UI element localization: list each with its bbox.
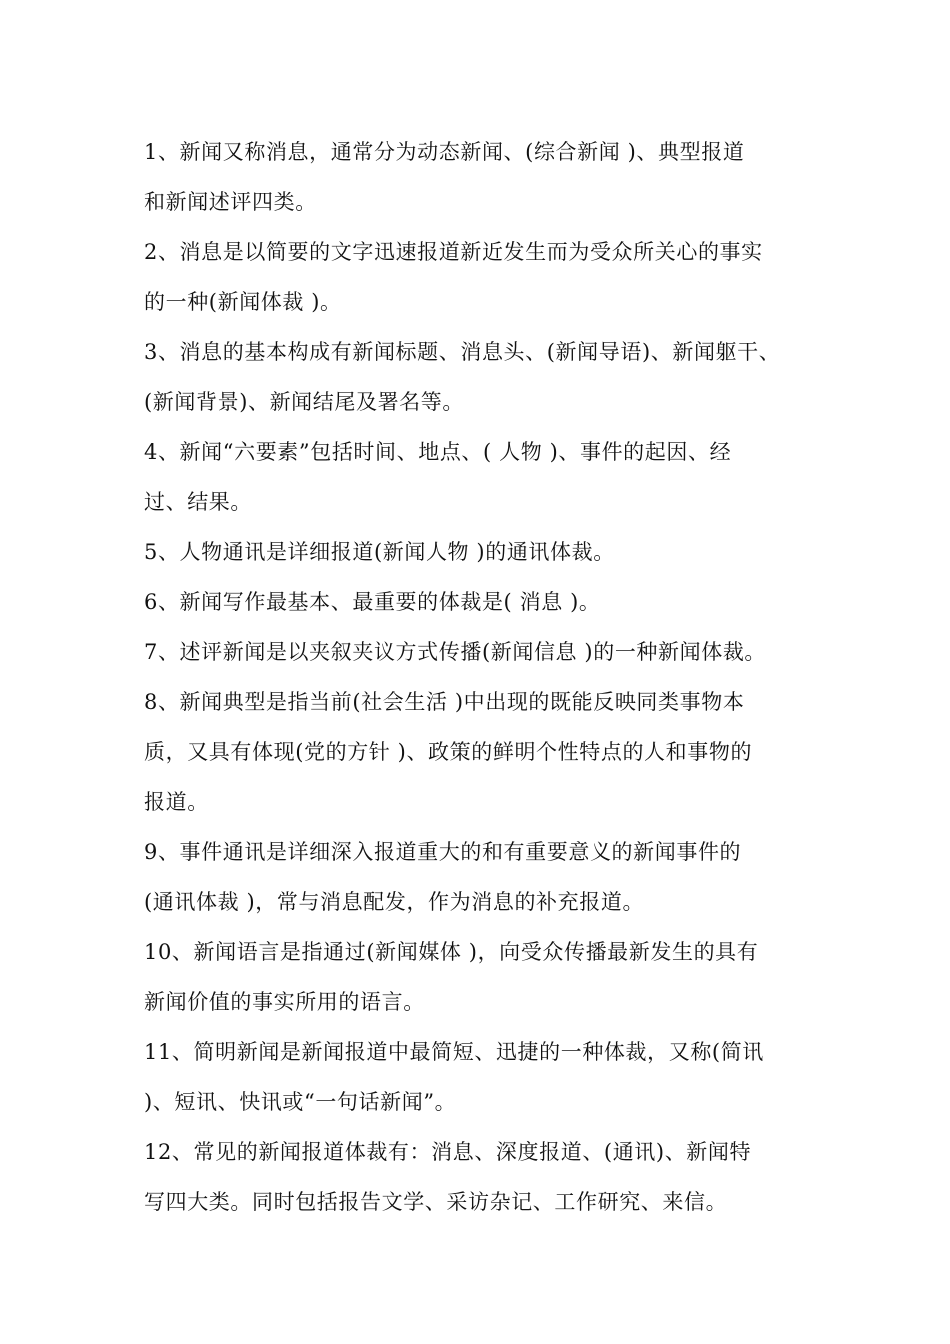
text-line: 写四大类。同时包括报告文学、采访杂记、工作研究、来信。 (144, 1190, 728, 1214)
text-line: 10、新闻语言是指通过(新闻媒体 )，向受众传播最新发生的具有 (144, 940, 759, 964)
text-line: 7、述评新闻是以夹叙夹议方式传播(新闻信息 )的一种新闻体裁。 (144, 640, 767, 664)
text-line: )、短讯、快讯或“一句话新闻”。 (144, 1090, 457, 1114)
list-item (144, 577, 840, 627)
text-line: 质，又具有体现(党的方针 )、政策的鲜明个性特点的人和事物的 (144, 740, 753, 764)
text-line: 9、事件通讯是详细深入报道重大的和有重要意义的新闻事件的 (144, 840, 742, 864)
text-line: (通讯体裁 )，常与消息配发，作为消息的补充报道。 (144, 890, 645, 914)
list-item (144, 1127, 840, 1227)
text-line: 1、新闻又称消息，通常分为动态新闻、(综合新闻 )、典型报道 (144, 140, 745, 164)
text-line: 4、新闻“六要素”包括时间、地点、( 人物 )、事件的起因、经 (144, 440, 732, 464)
text-line: 3、消息的基本构成有新闻标题、消息头、(新闻导语)、新闻躯干、 (144, 340, 781, 364)
list-item (144, 627, 840, 677)
text-line: 12、常见的新闻报道体裁有：消息、深度报道、(通讯)、新闻特 (144, 1140, 752, 1164)
text-line: 11、简明新闻是新闻报道中最简短、迅捷的一种体裁，又称(简讯 (144, 1040, 764, 1064)
list-item (144, 427, 840, 527)
text-line: 6、新闻写作最基本、最重要的体裁是( 消息 )。 (144, 590, 601, 614)
list-item (144, 127, 840, 227)
text-line: 5、人物通讯是详细报道(新闻人物 )的通讯体裁。 (144, 540, 615, 564)
list-item (144, 327, 840, 427)
text-line: 新闻价值的事实所用的语言。 (144, 990, 425, 1014)
text-line: 过、结果。 (144, 490, 252, 514)
list-item (144, 827, 840, 927)
list-item (144, 1027, 840, 1127)
list-item (144, 677, 840, 827)
text-line: 报道。 (144, 790, 209, 814)
list-item (144, 527, 840, 577)
text-line: (新闻背景)、新闻结尾及署名等。 (144, 390, 464, 414)
list-item (144, 927, 840, 1027)
text-line: 和新闻述评四类。 (144, 190, 317, 214)
list-item (144, 227, 840, 327)
text-line: 的一种(新闻体裁 )。 (144, 290, 342, 314)
text-line: 2、消息是以简要的文字迅速报道新近发生而为受众所关心的事实 (144, 240, 763, 264)
text-line: 8、新闻典型是指当前(社会生活 )中出现的既能反映同类事物本 (144, 690, 745, 714)
